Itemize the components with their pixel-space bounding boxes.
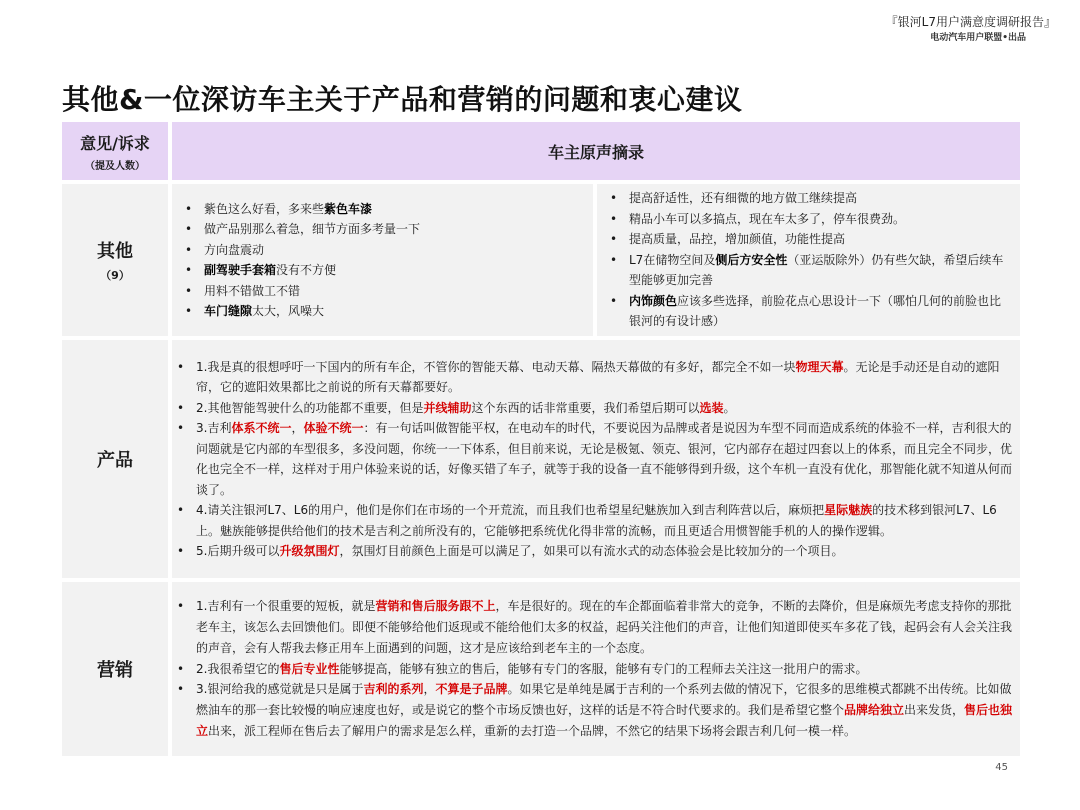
quote-text: 。如果它是单纯是属于吉利的一个系列去做的情况下，它很多的思维模式都跳不出传统。比如做燃油车的那一套比较慢的响应速度也好，或是说它的整个市场反馈也好，这样的话是不符合时代要求的。我们是希望它整个 [196, 682, 1012, 718]
quote-text: 的技术移到银河L7、L6上。魅族能够提供给他们的技术是吉利之前所没有的，它能够把系统优化得非常的流畅，而且更适合用惯智能手机的人的操作逻辑。 [196, 503, 997, 538]
quote-item [172, 679, 1020, 741]
quote-text: 这个东西的话非常重要，我们希望后期可以 [471, 400, 700, 415]
table-row [62, 182, 1020, 336]
table-row [62, 340, 1020, 578]
quote-text: L7在储物空间及 [629, 252, 716, 267]
header-opinion-cell [62, 122, 170, 182]
keyword-highlight-red: 体系不统一 [231, 421, 292, 435]
quote-list [172, 357, 1020, 562]
quote-item [180, 240, 420, 261]
publisher-label: 电动汽车用户联盟•出品 [930, 33, 1026, 43]
keyword-highlight-red: 品牌给独立 [844, 703, 905, 718]
quotes-cell [170, 182, 1020, 336]
keyword-highlight-red: 售后专业性 [279, 661, 340, 676]
keyword-highlight: 侧后方安全性 [715, 252, 788, 267]
quote-text: 提高舒适性，还有细微的地方做工继续提高 [629, 191, 858, 205]
quote-text: （亚运版除外）仍有些欠缺，希望后续车型能够更加完善 [629, 252, 1004, 287]
table-row [62, 582, 1020, 756]
quote-item [172, 659, 1020, 680]
category-cell [62, 182, 170, 336]
quote-text: 方向盘震动 [204, 242, 265, 257]
quote-text: 1.我是真的很想呼吁一下国内的所有车企，不管你的智能天幕、电动天幕、隔热天幕做的有多好，都完全不如一块 [196, 359, 796, 374]
quote-list [172, 596, 1020, 742]
quote-text: 。 [723, 400, 736, 415]
quote-text: 4.请关注银河L7、L6的用户，他们是你们在市场的一个开荒流，而且我们也希望星纪魅族加入到吉利阵营以后，麻烦把 [196, 503, 825, 517]
quote-text: ：有一句话叫做智能平权，在电动车的时代，不要说因为品牌或者是说因为车型不同而造成系统的体验不一样，吉利很大的问题就是它内部的车型很多，多没问题，你统一一下体系，但目前来说，无论是极氪、领克、银河，它内部存在超过四套以上的体系，而且完全不同步，优化也完全不一样，这样对于用户体验来说的话，好像买错了车子，就等于我的设备一直不能够得到升级，这个车机一直没有优化，那智能化就不知道从何而谈了。 [196, 421, 1013, 497]
quote-text: 1.吉利有一个很重要的短板，就是 [196, 599, 376, 614]
quote-item [172, 418, 1020, 500]
quote-text: 应该多些选择，前脸花点心思设计一下（哪怕几何的前脸也比银河的有设计感） [629, 293, 1002, 328]
quote-text: 提高质量，品控，增加颜值，功能性提高 [629, 232, 846, 246]
category-label: 营销 [97, 660, 133, 681]
header-count-label: （提及人数） [85, 160, 145, 172]
quotes-right-column [597, 184, 1020, 336]
quote-item [180, 260, 420, 281]
quote-list [180, 199, 420, 322]
report-title: 『银河L7用户满意度调研报告』 [885, 15, 1056, 29]
quote-item [605, 250, 1012, 291]
category-label: 产品 [97, 450, 133, 471]
table-header-row [62, 122, 1020, 182]
quote-text: ， [423, 682, 436, 697]
category-cell [62, 582, 170, 756]
quote-text: 没有不方便 [276, 263, 337, 277]
quote-item [180, 301, 420, 322]
quote-item [172, 357, 1020, 398]
quote-item [180, 199, 420, 220]
quote-text: 做产品别那么着急，细节方面多考量一下 [204, 222, 421, 236]
report-header [886, 14, 1056, 46]
keyword-highlight-red: 升级氛围灯 [279, 544, 340, 558]
header-opinion-label: 意见/诉求 [80, 133, 150, 153]
quote-item [180, 281, 420, 302]
quote-item [605, 209, 1012, 230]
quote-text: 用料不错做工不错 [204, 283, 301, 298]
header-quotes-label: 车主原声摘录 [170, 122, 1020, 182]
page-number: 45 [995, 762, 1008, 773]
keyword-highlight-red: 吉利的系列 [363, 682, 424, 697]
quote-text: 精品小车可以多搞点，现在车太多了，停车很费劲。 [629, 211, 906, 226]
keyword-highlight-red: 并线辅助 [423, 400, 472, 415]
keyword-highlight: 副驾驶手套箱 [204, 263, 277, 277]
keyword-highlight: 内饰颜色 [629, 293, 678, 308]
quotes-cell [170, 340, 1020, 578]
quote-text: 5.后期升级可以 [196, 544, 280, 558]
keyword-highlight: 车门缝隙 [204, 304, 253, 318]
quote-text: 2.我很希望它的 [196, 661, 280, 676]
page-title: 其他&一位深访车主关于产品和营销的问题和衷心建议 [62, 83, 743, 116]
quote-text: ，氛围灯目前颜色上面是可以满足了，如果可以有流水式的动态体验会是比较加分的一个项目。 [339, 544, 844, 558]
quote-item [172, 596, 1020, 658]
quote-item [172, 398, 1020, 419]
keyword-highlight-red: 体验不统一 [303, 421, 364, 435]
quote-item [605, 188, 1012, 209]
quote-item [605, 291, 1012, 332]
quote-text: 出来，派工程师在售后去了解用户的需求是怎么样，重新的去打造一个品牌，不然它的结果下场将会跟吉利几何一模一样。 [208, 723, 857, 738]
keyword-highlight-red: 星际魅族 [824, 503, 873, 517]
quote-text: 。无论是手动还是自动的遮阳帘，它的遮阳效果都比之前说的所有天幕都要好。 [196, 359, 1000, 394]
keyword-highlight-red: 物理天幕 [795, 359, 844, 374]
quote-item [172, 541, 1020, 562]
feedback-table [62, 122, 1020, 756]
keyword-highlight-red: 售后也独立 [196, 703, 1013, 738]
quote-item [605, 229, 1012, 250]
keyword-highlight-red: 营销和售后服务跟不上 [375, 599, 496, 614]
quote-item [172, 500, 1020, 541]
quote-list [605, 188, 1012, 332]
quote-text: 紫色这么好看，多来些 [204, 201, 325, 216]
quote-text: 出来发货， [904, 703, 965, 718]
category-label: 其他 [97, 241, 133, 262]
keyword-highlight-red: 不算是子品牌 [435, 682, 508, 697]
quotes-cell [170, 582, 1020, 756]
quote-text: 太大，风噪大 [252, 304, 325, 318]
category-cell [62, 340, 170, 578]
quote-item [180, 219, 420, 240]
keyword-highlight-red: 选装 [699, 400, 724, 415]
quote-text: 能够提高，能够有独立的售后，能够有专门的客服，能够有专门的工程师去关注这一批用户的需求。 [339, 661, 868, 676]
quote-text: 3.吉利 [196, 421, 232, 435]
quote-text: ，车是很好的。现在的车企都面临着非常大的竞争，不断的去降价，但是麻烦先考虑支持你的那批老车主，该怎么去回馈他们。即便不能够给他们返现或不能给他们太多的权益，起码关注他们的声音，让他们知道即使买车多花了钱，起码会有人会关注我的声音，会有人帮我去修正用车上面遇到的问题，这才是应该给到老车主的一个态度。 [196, 599, 1013, 655]
quote-text: 3.银河给我的感觉就是只是属于 [196, 682, 364, 697]
quotes-left-column [172, 184, 597, 336]
category-count: （9） [100, 269, 130, 282]
keyword-highlight: 紫色车漆 [324, 201, 373, 216]
quote-text: ， [291, 421, 304, 435]
quote-text: 2.其他智能驾驶什么的功能都不重要，但是 [196, 400, 424, 415]
